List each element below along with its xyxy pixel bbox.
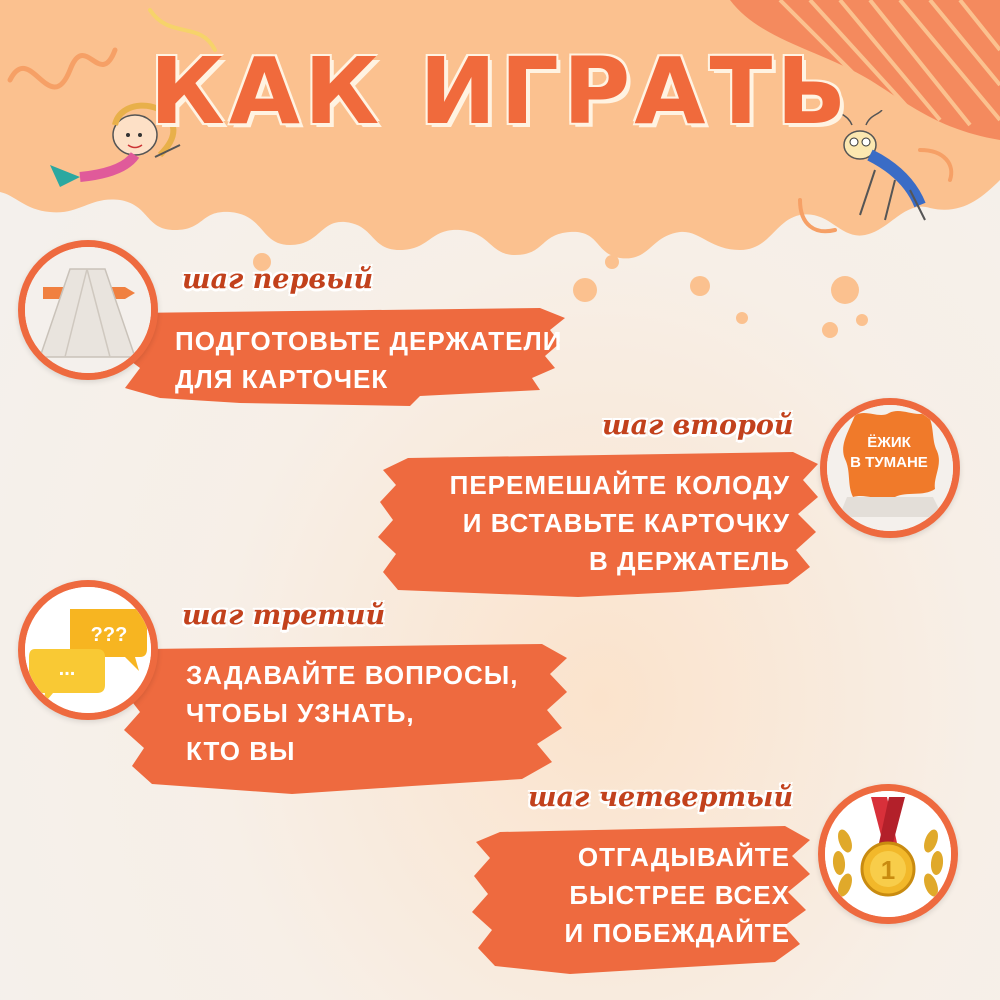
step-3-line-1: ЗАДАВАЙТЕ ВОПРОСЫ, xyxy=(186,660,519,690)
page-title: КАК ИГРАТЬ xyxy=(149,38,851,145)
step-4-description xyxy=(520,838,790,952)
step-2-line-3: В ДЕРЖАТЕЛЬ xyxy=(589,546,790,576)
step-2-image xyxy=(820,398,960,538)
card-in-holder-icon xyxy=(827,405,953,531)
gold-medal-icon xyxy=(825,791,951,917)
step-3-line-3: КТО ВЫ xyxy=(186,736,296,766)
step-4-image xyxy=(818,784,958,924)
card-text-line-1: ЁЖИК xyxy=(867,434,911,451)
step-4-line-2: БЫСТРЕЕ ВСЕХ xyxy=(569,880,790,910)
step-2-line-2: И ВСТАВЬТЕ КАРТОЧКУ xyxy=(462,508,790,538)
medal-number: 1 xyxy=(880,855,896,885)
step-3-image xyxy=(18,580,158,720)
step-3-line-2: ЧТОБЫ УЗНАТЬ, xyxy=(186,698,415,728)
step-2-description xyxy=(440,466,790,580)
step-1-line-1: ПОДГОТОВЬТЕ ДЕРЖАТЕЛИ xyxy=(175,326,563,356)
step-2-label: шаг второй xyxy=(602,410,794,441)
ellipsis-marks: ... xyxy=(58,658,76,680)
card-holder-icon xyxy=(25,247,151,373)
step-3-description xyxy=(186,656,518,770)
step-4-label: шаг четвертый xyxy=(528,782,794,813)
step-2-line-1: ПЕРЕМЕШАЙТЕ КОЛОДУ xyxy=(449,470,790,500)
step-4-line-1: ОТГАДЫВАЙТЕ xyxy=(577,842,790,872)
step-1-line-2: ДЛЯ КАРТОЧЕК xyxy=(175,364,389,394)
step-1-image xyxy=(18,240,158,380)
step-1-label: шаг первый xyxy=(182,264,374,295)
question-marks: ??? xyxy=(90,624,128,646)
step-3-label: шаг третий xyxy=(182,600,386,631)
step-1-description xyxy=(175,322,562,398)
step-4-line-3: И ПОБЕЖДАЙТЕ xyxy=(564,918,790,948)
card-text-line-2: В ТУМАНЕ xyxy=(850,454,928,471)
speech-bubbles-icon xyxy=(25,587,151,713)
